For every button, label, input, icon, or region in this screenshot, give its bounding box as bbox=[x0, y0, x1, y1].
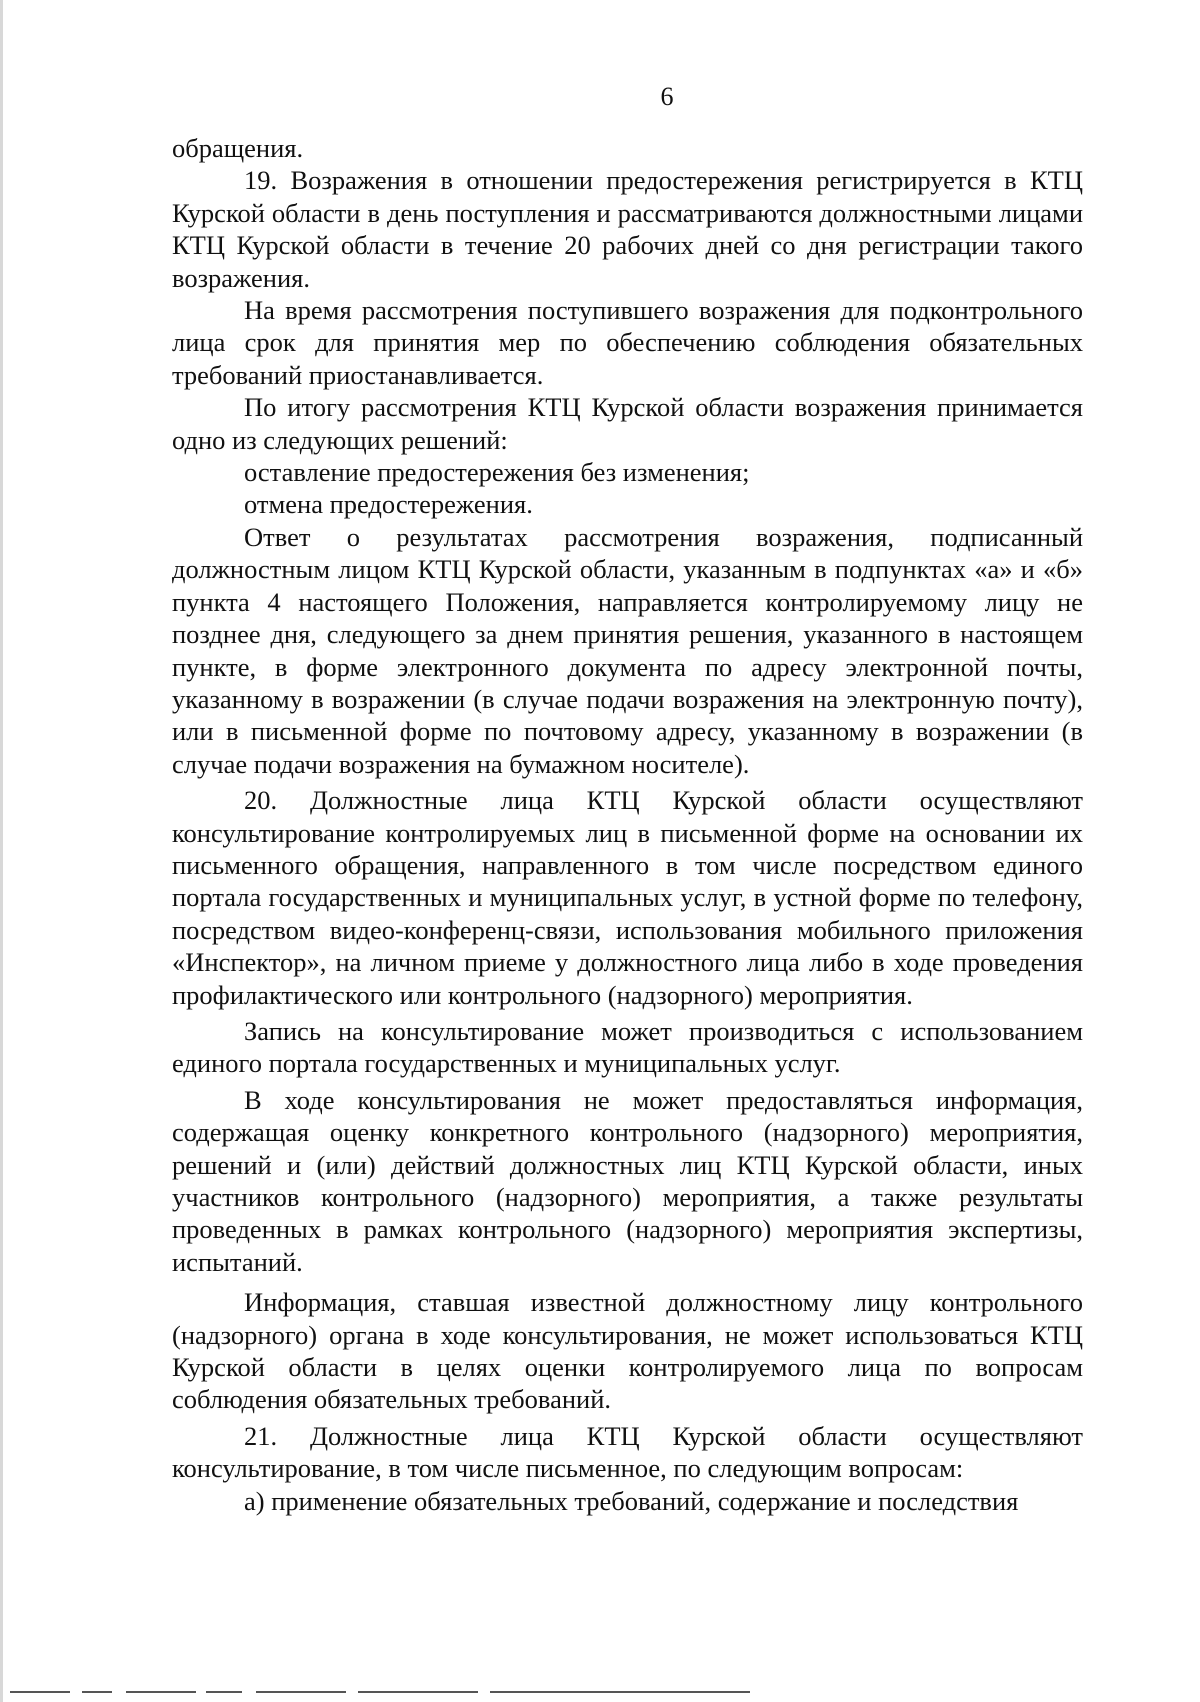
paragraph-continuation: обращения. bbox=[172, 133, 304, 163]
scan-artifact-line bbox=[10, 1691, 1010, 1695]
page-number: 6 bbox=[660, 82, 674, 111]
paragraph-item-19: 19. Возражения в отношении предостережения регистрируется в КТЦ Курской области в день поступления и рассматриваются должностными лицами КТЦ Курской области в течение 20 рабочих дней со дня регистрации такого возражения. bbox=[172, 165, 1083, 293]
paragraph-restrictions: В ходе консультирования не может предоставляться информация, содержащая оценку конкретного контрольного (надзорного) мероприятия, решений и (или) действий должностных лиц КТЦ Курской области, иных участников контрольного (надзорного) мероприятия, а также результаты проведенных в рамках контрольного (надзорного) мероприятия экспертизы, испытаний. bbox=[172, 1084, 1083, 1277]
paragraph-decision-keep: оставление предостережения без изменения; bbox=[244, 457, 750, 488]
page-edge bbox=[0, 0, 3, 1702]
paragraph-suspension: На время рассмотрения поступившего возражения для подконтрольного лица срок для принятия мер по обеспечению соблюдения обязательных требований приостанавливается. bbox=[172, 295, 1083, 390]
paragraph-information: Информация, ставшая известной должностному лицу контрольного (надзорного) органа в ходе консультирования, не может использоваться КТЦ Курской области в целях оценки контролируемого лица по вопросам соблюдения обязательных требований. bbox=[172, 1287, 1083, 1415]
paragraph-decision-intro: По итогу рассмотрения КТЦ Курской области возражения принимается одно из следующих решений: bbox=[172, 392, 1083, 455]
paragraph-response: Ответ о результатах рассмотрения возражения, подписанный должностным лицом КТЦ Курской области, указанным в подпунктах «а» и «б» пункта 4 настоящего Положения, направляется контролируемому лицу не позднее дня, следующего за днем принятия решения, указанного в настоящем пункте, в форме электронного документа по адресу электронной почты, указанному в возражении (в случае подачи возражения на электронную почту), или в письменной форме по почтовому адресу, указанному в возражении (в случае подачи возражения на бумажном носителе). bbox=[172, 521, 1083, 779]
paragraph-item-20: 20. Должностные лица КТЦ Курской области осуществляют консультирование контролируемых лиц в письменной форме на основании их письменного обращения, направленного в том числе посредством единого портала государственных и муниципальных услуг, в устной форме по телефону, посредством видео-конференц-связи, использования мобильного приложения «Инспектор», на личном приеме у должностного лица либо в ходе проведения профилактического или контрольного (надзорного) мероприятия. bbox=[172, 785, 1083, 1010]
paragraph-decision-cancel: отмена предостережения. bbox=[244, 489, 533, 520]
document-body bbox=[172, 132, 1083, 1517]
paragraph-item-21a: а) применение обязательных требований, содержание и последствия bbox=[244, 1485, 1019, 1516]
paragraph-registration: Запись на консультирование может производиться с использованием единого портала государственных и муниципальных услуг. bbox=[172, 1015, 1083, 1079]
paragraph-item-21: 21. Должностные лица КТЦ Курской области осуществляют консультирование, в том числе письменное, по следующим вопросам: bbox=[172, 1420, 1083, 1484]
